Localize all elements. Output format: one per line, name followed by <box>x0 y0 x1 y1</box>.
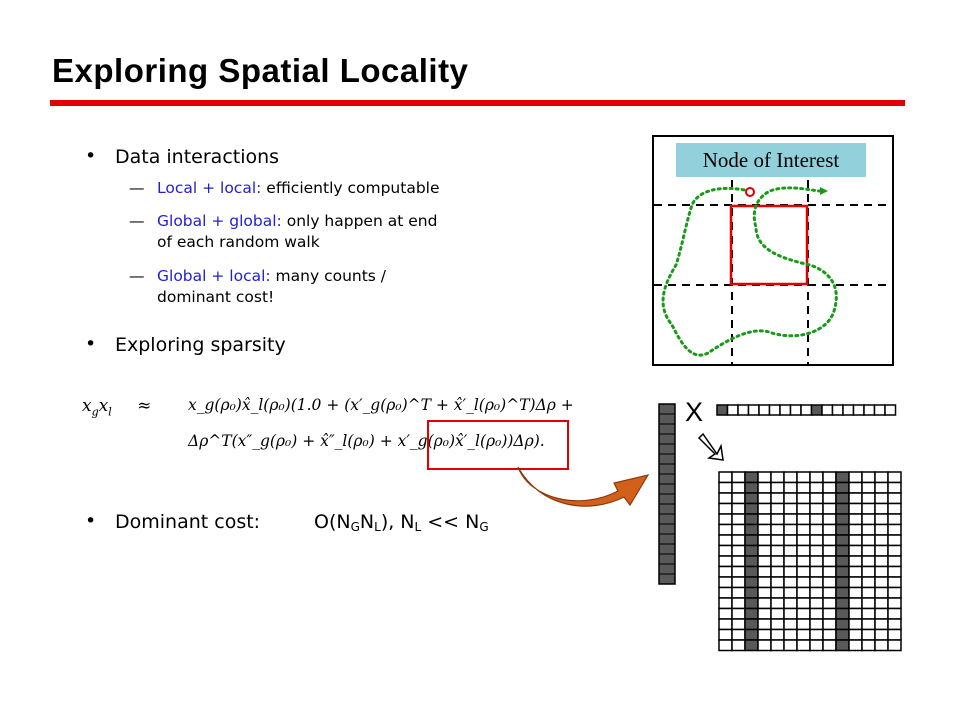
matrix-cell <box>771 493 784 504</box>
matrix-cell <box>810 567 823 578</box>
matrix-cell <box>810 546 823 557</box>
matrix-cell <box>719 525 732 536</box>
matrix-cell <box>836 525 849 536</box>
matrix-cell <box>823 493 836 504</box>
matrix-cell <box>732 483 745 494</box>
matrix-cell <box>732 630 745 641</box>
matrix-cell <box>771 525 784 536</box>
matrix-cell <box>745 514 758 525</box>
slide-title: Exploring Spatial Locality <box>52 52 469 89</box>
matrix-cell <box>862 609 875 620</box>
matrix-cell <box>888 504 901 515</box>
matrix-cell <box>849 630 862 641</box>
matrix-cell <box>797 567 810 578</box>
matrix-cell <box>758 546 771 557</box>
matrix-cell <box>875 577 888 588</box>
matrix-cell <box>849 546 862 557</box>
matrix-cell <box>732 588 745 599</box>
bullet-exploring-sparsity <box>85 333 286 356</box>
matrix-cell <box>875 493 888 504</box>
matrix-cell <box>862 598 875 609</box>
matrix-cell <box>810 598 823 609</box>
matrix-cell <box>784 577 797 588</box>
matrix-cell <box>732 619 745 630</box>
matrix-cell <box>719 535 732 546</box>
bullet-text: Data interactions <box>115 146 280 168</box>
matrix-cell <box>862 493 875 504</box>
matrix-cell <box>758 588 771 599</box>
matrix-cell <box>745 483 758 494</box>
matrix-cell <box>745 619 758 630</box>
matrix-cell <box>797 504 810 515</box>
matrix-cell <box>875 567 888 578</box>
matrix-cell <box>771 630 784 641</box>
matrix-cell <box>784 535 797 546</box>
matrix-cell <box>797 472 810 483</box>
matrix-cell <box>758 640 771 651</box>
row-vector-cell <box>864 405 875 415</box>
matrix-cell <box>875 483 888 494</box>
sub-bullet-lead: Global + local: <box>157 267 271 285</box>
dominant-cost-formula: $O(N_GN_L)$, $N_L << N_G$ <box>314 511 489 534</box>
matrix-cell <box>732 535 745 546</box>
matrix-cell <box>849 535 862 546</box>
node-of-interest-text: Node of Interest <box>702 148 840 172</box>
matrix-cell <box>771 640 784 651</box>
matrix-cell <box>719 640 732 651</box>
bullet-marker: • <box>85 510 97 532</box>
matrix-cell <box>862 472 875 483</box>
matrix-cell <box>823 640 836 651</box>
equation-line-1: x_g(ρ₀)x̂_l(ρ₀)(1.0 + (x′_g(ρ₀)^T + x̂′_l(ρ₀)^T)Δρ + <box>188 396 574 414</box>
matrix-cell <box>758 619 771 630</box>
row-vector-cell <box>801 405 812 415</box>
matrix-cell <box>875 525 888 536</box>
matrix-cell <box>732 472 745 483</box>
matrix-cell <box>797 525 810 536</box>
matrix-cell <box>758 556 771 567</box>
matrix-cell <box>888 472 901 483</box>
matrix-cell <box>888 588 901 599</box>
matrix-cell <box>745 504 758 515</box>
row-vector-cell <box>822 405 833 415</box>
matrix-cell <box>849 556 862 567</box>
matrix-cell <box>823 546 836 557</box>
matrix-cell <box>888 630 901 641</box>
matrix-cell <box>836 640 849 651</box>
matrix-cell <box>797 619 810 630</box>
matrix-cell <box>836 483 849 494</box>
matrix-cell <box>823 556 836 567</box>
matrix-cell <box>784 619 797 630</box>
matrix-cell <box>797 514 810 525</box>
matrix-cell <box>797 493 810 504</box>
matrix-cell <box>875 609 888 620</box>
matrix-cell <box>823 588 836 599</box>
matrix-cell <box>732 493 745 504</box>
bullet-text: Dominant cost: <box>115 511 261 533</box>
row-vector-cell <box>749 405 760 415</box>
matrix-cell <box>771 556 784 567</box>
sub-bullet-rest-line2: of each random walk <box>157 233 320 251</box>
matrix-cell <box>758 504 771 515</box>
equation-lhs-text: x <box>82 396 92 416</box>
matrix-cell <box>797 588 810 599</box>
row-vector-cell <box>854 405 865 415</box>
matrix-cell <box>888 535 901 546</box>
matrix-cell <box>771 535 784 546</box>
matrix-cell <box>849 472 862 483</box>
matrix-cell <box>719 514 732 525</box>
sub-bullet-global-local <box>129 266 387 308</box>
matrix-cell <box>771 567 784 578</box>
matrix-cell <box>823 577 836 588</box>
matrix-cell <box>875 514 888 525</box>
matrix-cell <box>862 619 875 630</box>
matrix-cell <box>797 609 810 620</box>
matrix-cell <box>719 609 732 620</box>
matrix-cell <box>771 619 784 630</box>
matrix-cell <box>719 493 732 504</box>
matrix-cell <box>771 483 784 494</box>
matrix-cell <box>797 598 810 609</box>
matrix-cell <box>784 588 797 599</box>
matrix-cell <box>836 609 849 620</box>
matrix-cell <box>823 567 836 578</box>
matrix-cell <box>797 535 810 546</box>
multiply-symbol: X <box>685 397 704 427</box>
matrix-cell <box>823 525 836 536</box>
matrix-cell <box>784 630 797 641</box>
matrix-cell <box>888 556 901 567</box>
matrix-cell <box>810 504 823 515</box>
matrix-cell <box>797 483 810 494</box>
matrix-cell <box>797 630 810 641</box>
matrix-cell <box>758 577 771 588</box>
matrix-cell <box>758 630 771 641</box>
matrix-cell <box>849 588 862 599</box>
matrix-cell <box>784 640 797 651</box>
title-underline <box>50 100 905 106</box>
matrix-cell <box>732 598 745 609</box>
matrix-cell <box>875 535 888 546</box>
matrix-cell <box>836 588 849 599</box>
matrix-cell <box>810 472 823 483</box>
matrix-cell <box>810 609 823 620</box>
matrix-cell <box>836 535 849 546</box>
matrix-cell <box>719 588 732 599</box>
matrix-cell <box>732 609 745 620</box>
matrix-cell <box>823 514 836 525</box>
sub-bullet-local-local <box>129 178 440 199</box>
matrix-cell <box>745 472 758 483</box>
matrix-cell <box>745 535 758 546</box>
row-vector-cell <box>738 405 749 415</box>
matrix-cell <box>758 609 771 620</box>
matrix-cell <box>719 619 732 630</box>
matrix-cell <box>784 598 797 609</box>
matrix-cell <box>745 588 758 599</box>
matrix-cell <box>745 567 758 578</box>
matrix-cell <box>732 640 745 651</box>
matrix-cell <box>732 504 745 515</box>
matrix-cell <box>810 619 823 630</box>
matrix-cell <box>823 535 836 546</box>
matrix-cell <box>849 609 862 620</box>
matrix-cell <box>771 609 784 620</box>
dash-marker: — <box>129 212 145 230</box>
matrix-cell <box>719 556 732 567</box>
matrix-cell <box>745 598 758 609</box>
matrix-cell <box>810 556 823 567</box>
row-vector-cell <box>759 405 770 415</box>
matrix-cell <box>771 514 784 525</box>
matrix-cell <box>810 577 823 588</box>
matrix-cell <box>823 483 836 494</box>
matrix-cell <box>823 598 836 609</box>
matrix-cell <box>758 514 771 525</box>
matrix-cell <box>862 588 875 599</box>
matrix-cell <box>862 504 875 515</box>
matrix-cell <box>771 588 784 599</box>
matrix-cell <box>810 514 823 525</box>
matrix-cell <box>797 577 810 588</box>
matrix-cell <box>719 598 732 609</box>
matrix-cell <box>810 535 823 546</box>
matrix-cell <box>836 493 849 504</box>
matrix-cell <box>797 546 810 557</box>
matrix-cell <box>862 535 875 546</box>
matrix-cell <box>784 567 797 578</box>
matrix-cell <box>875 504 888 515</box>
matrix-cell <box>745 525 758 536</box>
sub-bullet-rest: only happen at end <box>281 212 438 230</box>
matrix-cell <box>784 483 797 494</box>
matrix-cell <box>719 567 732 578</box>
matrix-cell <box>719 472 732 483</box>
row-vector-cell <box>885 405 896 415</box>
matrix-cell <box>849 619 862 630</box>
row-vector-cell <box>843 405 854 415</box>
matrix-cell <box>732 556 745 567</box>
matrix-cell <box>875 588 888 599</box>
approx-symbol: ≈ <box>137 396 152 416</box>
matrix-cell <box>797 556 810 567</box>
matrix-cell <box>784 546 797 557</box>
matrix-cell <box>836 619 849 630</box>
row-vector-cell <box>875 405 886 415</box>
matrix-cell <box>836 567 849 578</box>
matrix-cell <box>836 556 849 567</box>
matrix-cell <box>849 598 862 609</box>
sparse-matrix-diagram <box>655 400 905 660</box>
matrix-cell <box>888 567 901 578</box>
matrix-cell <box>823 619 836 630</box>
matrix-cell <box>810 483 823 494</box>
matrix-cell <box>732 567 745 578</box>
matrix-cell <box>745 556 758 567</box>
matrix-cell <box>862 556 875 567</box>
matrix-cell <box>732 577 745 588</box>
matrix-cell <box>719 546 732 557</box>
matrix-cell <box>888 514 901 525</box>
matrix-cell <box>849 483 862 494</box>
matrix-cell <box>745 546 758 557</box>
matrix-cell <box>862 525 875 536</box>
curved-arrow-icon <box>510 455 660 515</box>
matrix-cell <box>888 577 901 588</box>
row-vector-cell <box>780 405 791 415</box>
matrix-cell <box>875 546 888 557</box>
matrix-cell <box>719 483 732 494</box>
row-vector-cell <box>791 405 802 415</box>
row-vector-cell <box>728 405 739 415</box>
matrix-cell <box>823 472 836 483</box>
matrix-cell <box>875 640 888 651</box>
matrix-cell <box>797 640 810 651</box>
matrix-cell <box>836 546 849 557</box>
matrix-cell <box>849 567 862 578</box>
matrix-cell <box>758 472 771 483</box>
dash-marker: — <box>129 267 145 285</box>
matrix-cell <box>836 598 849 609</box>
sub-bullet-lead: Global + global: <box>157 212 282 230</box>
matrix-cell <box>888 483 901 494</box>
matrix-cell <box>758 493 771 504</box>
matrix-cell <box>875 598 888 609</box>
matrix-cell <box>862 577 875 588</box>
matrix-cell <box>810 640 823 651</box>
bullet-marker: • <box>85 333 97 355</box>
matrix-cell <box>888 525 901 536</box>
sub-bullet-rest: efficiently computable <box>261 179 440 197</box>
row-vector-cell <box>833 405 844 415</box>
matrix-cell <box>758 525 771 536</box>
bullet-text: Exploring sparsity <box>115 334 286 356</box>
matrix-cell <box>836 630 849 641</box>
equation-line-2: Δρ^T(x″_g(ρ₀) + x̂″_l(ρ₀) + x′_g(ρ₀)x̂′_l(ρ₀))Δρ). <box>188 432 545 450</box>
matrix-cell <box>784 556 797 567</box>
matrix-cell <box>784 609 797 620</box>
matrix-cell <box>862 567 875 578</box>
matrix-cell <box>836 504 849 515</box>
matrix-cell <box>888 598 901 609</box>
node-of-interest-label <box>676 143 866 177</box>
matrix-cell <box>875 630 888 641</box>
matrix-cell <box>888 609 901 620</box>
matrix-cell <box>836 577 849 588</box>
matrix-cell <box>875 556 888 567</box>
outline-arrow-icon <box>699 434 723 460</box>
matrix-cell <box>732 525 745 536</box>
matrix-cell <box>784 525 797 536</box>
matrix-cell <box>745 630 758 641</box>
sub-bullet-rest-line2: dominant cost! <box>157 288 275 306</box>
matrix-cell <box>771 598 784 609</box>
matrix-cell <box>758 535 771 546</box>
matrix-cell <box>784 493 797 504</box>
matrix-cell <box>888 619 901 630</box>
matrix-cell <box>758 598 771 609</box>
matrix-cell <box>771 472 784 483</box>
matrix-cell <box>888 493 901 504</box>
matrix-cell <box>849 640 862 651</box>
matrix-cell <box>862 630 875 641</box>
row-vector-cell <box>770 405 781 415</box>
matrix-cell <box>823 609 836 620</box>
matrix-cell <box>784 514 797 525</box>
matrix-cell <box>784 504 797 515</box>
matrix-cell <box>771 504 784 515</box>
matrix-cell <box>745 609 758 620</box>
matrix-cell <box>719 630 732 641</box>
matrix-cell <box>810 493 823 504</box>
matrix-cell <box>745 577 758 588</box>
matrix-cell <box>810 525 823 536</box>
bullet-dominant-cost <box>85 510 261 533</box>
matrix-cell <box>862 483 875 494</box>
row-vector-cell <box>717 405 728 415</box>
matrix-cell <box>888 546 901 557</box>
matrix-cell <box>823 504 836 515</box>
matrix-cell <box>810 630 823 641</box>
matrix-cell <box>732 546 745 557</box>
matrix-cell <box>849 493 862 504</box>
matrix-cell <box>836 514 849 525</box>
row-vector-cell <box>812 405 823 415</box>
matrix-cell <box>784 472 797 483</box>
matrix-cell <box>771 577 784 588</box>
matrix-cell <box>862 640 875 651</box>
matrix-cell <box>875 619 888 630</box>
sub-bullet-global-global <box>129 211 438 253</box>
dash-marker: — <box>129 179 145 197</box>
bullet-marker: • <box>85 145 97 167</box>
matrix-cell <box>810 588 823 599</box>
matrix-cell <box>849 504 862 515</box>
matrix-cell <box>771 546 784 557</box>
matrix-cell <box>875 472 888 483</box>
bullet-data-interactions <box>85 145 280 168</box>
sub-bullet-lead: Local + local: <box>157 179 262 197</box>
matrix-cell <box>836 472 849 483</box>
matrix-cell <box>719 504 732 515</box>
matrix-cell <box>823 630 836 641</box>
matrix-cell <box>719 577 732 588</box>
matrix-cell <box>888 640 901 651</box>
matrix-cell <box>862 514 875 525</box>
matrix-cell <box>732 514 745 525</box>
matrix-cell <box>758 567 771 578</box>
equation-lhs: $x_gx_l$ ≈ <box>82 396 152 419</box>
matrix-cell <box>745 493 758 504</box>
matrix-cell <box>849 514 862 525</box>
matrix-cell <box>758 483 771 494</box>
matrix-cell <box>862 546 875 557</box>
sub-bullet-rest: many counts / <box>270 267 387 285</box>
matrix-cell <box>849 525 862 536</box>
matrix-cell <box>849 577 862 588</box>
matrix-cell <box>745 640 758 651</box>
